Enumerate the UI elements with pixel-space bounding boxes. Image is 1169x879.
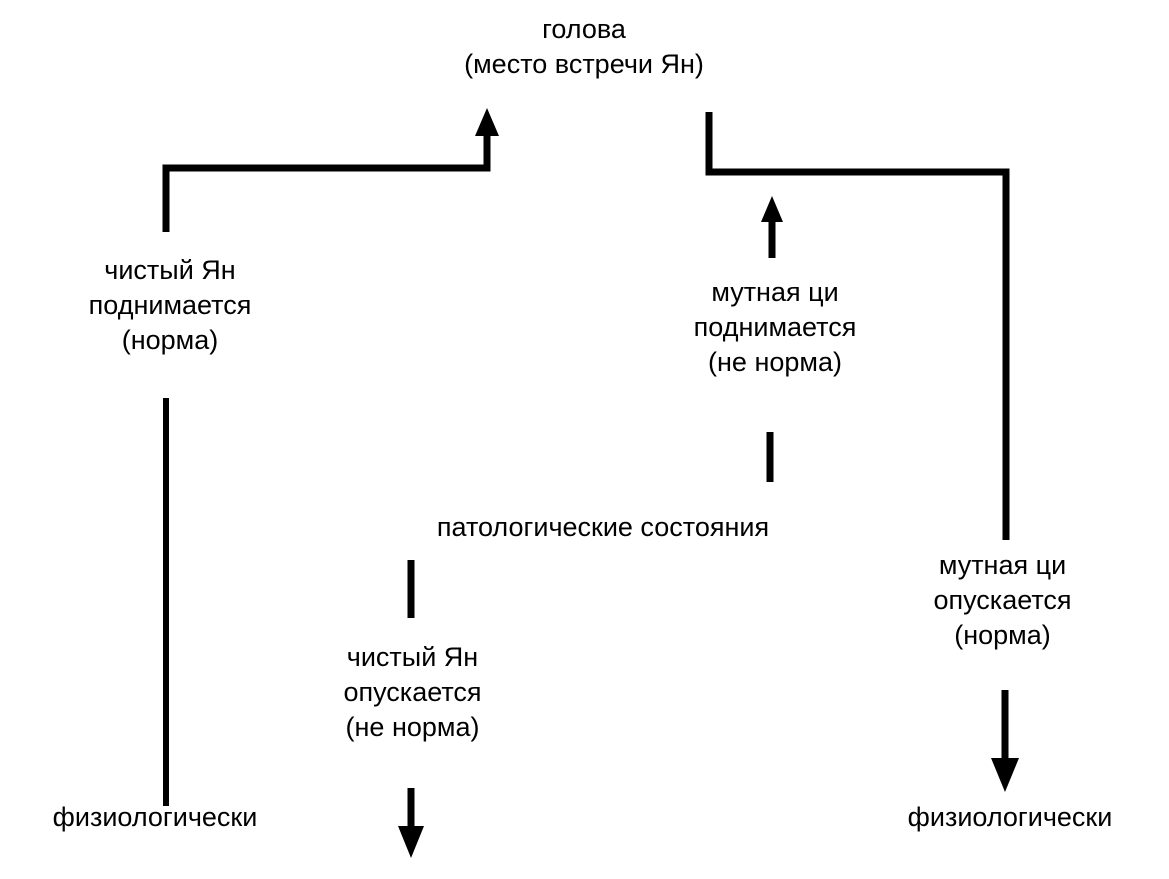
node-head-line-1: голова: [542, 14, 626, 44]
node-physiological-left: [10, 800, 300, 835]
node-clear-yang-rises-line-3: (норма): [121, 325, 219, 356]
node-turbid-qi-rises-line-3: (не норма): [708, 347, 842, 378]
node-physiological-right-line-1: физиологически: [907, 802, 1113, 832]
node-clear-yang-rises-line-2: поднимается: [88, 290, 252, 321]
node-clear-yang-descends-line-3: (не норма): [345, 712, 480, 743]
node-clear-yang-descends: [305, 640, 520, 745]
node-physiological-right: [865, 800, 1155, 835]
node-turbid-qi-descends-line-3: (норма): [954, 620, 1051, 651]
node-pathological-states: [378, 510, 828, 545]
node-pathological-states-line-1: патологические состояния: [436, 512, 770, 542]
node-turbid-qi-descends: [895, 548, 1110, 653]
node-turbid-qi-descends-line-2: опускается: [933, 585, 1072, 616]
connector-clear-descends-down: [398, 788, 424, 858]
node-clear-yang-descends-line-2: опускается: [343, 677, 482, 708]
node-physiological-left-line-1: физиологически: [52, 802, 258, 832]
connector-turbid-descends-to-physiological: [991, 690, 1019, 792]
node-turbid-qi-rises-line-1: мутная ци: [711, 277, 839, 307]
node-turbid-qi-rises-line-2: поднимается: [693, 312, 857, 343]
connector-turbid-rises-to-head: [761, 196, 783, 258]
node-head-line-2: (место встречи Ян): [464, 49, 704, 80]
node-clear-yang-descends-line-1: чистый Ян: [346, 642, 479, 672]
node-turbid-qi-descends-line-1: мутная ци: [938, 550, 1067, 580]
node-turbid-qi-rises: [660, 275, 890, 380]
node-head: [449, 12, 719, 82]
node-clear-yang-rises-line-1: чистый Ян: [104, 255, 236, 285]
node-clear-yang-rises: [55, 253, 285, 358]
connector-left-up-to-head: [166, 108, 499, 232]
